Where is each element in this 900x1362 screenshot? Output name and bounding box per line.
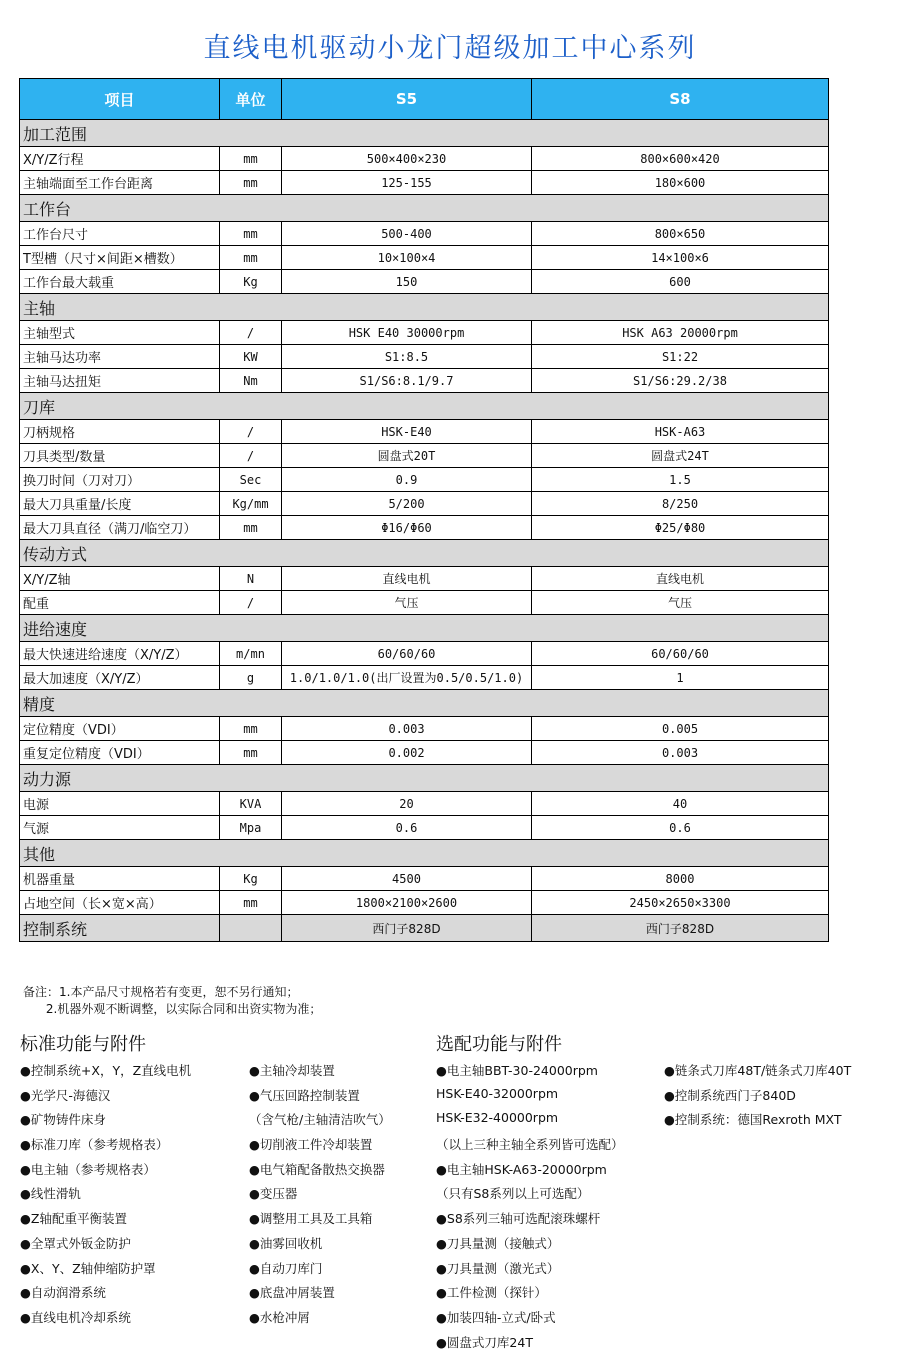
spec-unit: m/mn [220, 642, 282, 666]
spec-s8: 0.005 [532, 717, 829, 741]
spec-s5: 1.0/1.0/1.0(出厂设置为0.5/0.5/1.0) [282, 666, 532, 690]
spec-s8: 800×650 [532, 222, 829, 246]
spec-s5: 气压 [282, 591, 532, 615]
spec-s8: 8/250 [532, 492, 829, 516]
list-item: ●全罩式外钣金防护 [20, 1235, 131, 1251]
spec-s5: Φ16/Φ60 [282, 516, 532, 540]
spec-s5: S1:8.5 [282, 345, 532, 369]
spec-s5: 10×100×4 [282, 246, 532, 270]
header-s8: S8 [532, 79, 829, 120]
list-item: HSK-E32-40000rpm [436, 1110, 559, 1126]
section-title: 精度 [20, 690, 829, 717]
table-row [20, 591, 829, 615]
header-unit: 单位 [220, 79, 282, 120]
table-row [20, 741, 829, 765]
spec-s8: HSK-A63 [532, 420, 829, 444]
table-row [20, 222, 829, 246]
section-title: 其他 [20, 840, 829, 867]
list-item: ●圆盘式刀库24T [436, 1334, 533, 1350]
list-item: ●控制系统：德国Rexroth MXT [664, 1112, 842, 1128]
list-item: ●调整用工具及工具箱 [249, 1211, 373, 1227]
spec-unit: mm [220, 246, 282, 270]
section-title: 动力源 [20, 765, 829, 792]
spec-s8: 180×600 [532, 171, 829, 195]
spec-name: 主轴马达功率 [20, 345, 220, 369]
table-row [20, 270, 829, 294]
list-item: HSK-E40-32000rpm [436, 1085, 559, 1101]
table-row [20, 792, 829, 816]
spec-s8: S1:22 [532, 345, 829, 369]
optional-list-col1 [436, 1061, 624, 1357]
section-row [20, 195, 829, 222]
table-row [20, 666, 829, 690]
section-title: 加工范围 [20, 120, 829, 147]
spec-name: 换刀时间（刀对刀） [20, 468, 220, 492]
spec-s8: 直线电机 [532, 567, 829, 591]
list-item: ●底盘冲屑装置 [249, 1285, 335, 1301]
list-item: ●光学尺-海德汉 [20, 1087, 111, 1103]
list-item: ●刀具量测（接触式） [436, 1235, 560, 1251]
spec-unit: mm [220, 516, 282, 540]
table-row [20, 321, 829, 345]
spec-s8: 0.003 [532, 741, 829, 765]
list-item: ●链条式刀库48T/链条式刀库40T [664, 1063, 852, 1078]
spec-name: X/Y/Z轴 [20, 567, 220, 591]
spec-name: 最大刀具直径（满刀/临空刀） [20, 516, 220, 540]
list-item: （只有S8系列以上可选配） [436, 1186, 590, 1202]
control-s5: 西门子828D [282, 915, 532, 942]
spec-unit: Mpa [220, 816, 282, 840]
table-row [20, 516, 829, 540]
spec-name: 最大加速度（X/Y/Z） [20, 666, 220, 690]
list-item: ●切削液工件冷却装置 [249, 1137, 373, 1153]
optional-heading: 选配功能与附件 [436, 1034, 562, 1055]
list-item: ●控制系统+X，Y，Z直线电机 [20, 1063, 192, 1078]
control-unit [220, 915, 282, 942]
spec-name: 最大快速进给速度（X/Y/Z） [20, 642, 220, 666]
spec-name: X/Y/Z行程 [20, 147, 220, 171]
table-row [20, 369, 829, 393]
list-item: ●加装四轴-立式/卧式 [436, 1309, 556, 1325]
spec-s8: HSK A63 20000rpm [532, 321, 829, 345]
spec-s8: 14×100×6 [532, 246, 829, 270]
spec-s5: 500×400×230 [282, 147, 532, 171]
spec-unit: Kg/mm [220, 492, 282, 516]
spec-s5: S1/S6:8.1/9.7 [282, 369, 532, 393]
section-row [20, 840, 829, 867]
table-row [20, 492, 829, 516]
section-row [20, 540, 829, 567]
spec-name: 气源 [20, 816, 220, 840]
section-title: 刀库 [20, 393, 829, 420]
spec-unit: / [220, 420, 282, 444]
spec-s5: 60/60/60 [282, 642, 532, 666]
spec-name: 电源 [20, 792, 220, 816]
note-line: 备注：1.本产品尺寸规格若有变更，恕不另行通知； [23, 985, 299, 999]
control-s8: 西门子828D [532, 915, 829, 942]
control-row [20, 915, 829, 942]
spec-s5: 1800×2100×2600 [282, 891, 532, 915]
spec-table [19, 78, 829, 942]
spec-s8: 40 [532, 792, 829, 816]
spec-s8: 800×600×420 [532, 147, 829, 171]
spec-s5: 500-400 [282, 222, 532, 246]
table-row [20, 816, 829, 840]
standard-list-col1 [20, 1061, 191, 1333]
list-item: ●S8系列三轴可选配滚珠螺杆 [436, 1211, 601, 1227]
table-row [20, 345, 829, 369]
list-item: ●工件检测（探针） [436, 1285, 547, 1301]
standard-list-col2 [249, 1061, 391, 1333]
spec-s5: HSK-E40 [282, 420, 532, 444]
spec-s8: 2450×2650×3300 [532, 891, 829, 915]
list-item: ●X、Y、Z轴伸缩防护罩 [20, 1260, 156, 1276]
spec-name: 最大刀具重量/长度 [20, 492, 220, 516]
spec-s8: 圆盘式24T [532, 444, 829, 468]
spec-name: 配重 [20, 591, 220, 615]
spec-name: 重复定位精度（VDI） [20, 741, 220, 765]
table-row [20, 420, 829, 444]
table-row [20, 468, 829, 492]
spec-name: 主轴马达扭矩 [20, 369, 220, 393]
spec-name: 主轴端面至工作台距离 [20, 171, 220, 195]
table-row [20, 717, 829, 741]
list-item: ●电主轴（参考规格表） [20, 1161, 156, 1177]
list-item: （含气枪/主轴清洁吹气） [249, 1112, 391, 1128]
table-row [20, 567, 829, 591]
section-row [20, 690, 829, 717]
list-item: ●变压器 [249, 1186, 298, 1202]
spec-name: T型槽（尺寸×间距×槽数） [20, 246, 220, 270]
spec-unit: mm [220, 171, 282, 195]
spec-unit: / [220, 591, 282, 615]
list-item: ●油雾回收机 [249, 1235, 323, 1251]
section-row [20, 393, 829, 420]
spec-name: 工作台最大载重 [20, 270, 220, 294]
section-row [20, 615, 829, 642]
spec-s5: 5/200 [282, 492, 532, 516]
spec-s5: 150 [282, 270, 532, 294]
list-item: ●电气箱配备散热交换器 [249, 1161, 385, 1177]
table-row [20, 867, 829, 891]
note-line: 2.机器外观不断调整，以实际合同和出资实物为准； [23, 1002, 322, 1016]
spec-s8: 8000 [532, 867, 829, 891]
spec-name: 刀柄规格 [20, 420, 220, 444]
list-item: ●自动刀库门 [249, 1260, 323, 1276]
section-row [20, 120, 829, 147]
list-item: ●电主轴BBT-30-24000rpm [436, 1063, 598, 1078]
spec-s8: 气压 [532, 591, 829, 615]
spec-table-body [20, 120, 829, 942]
spec-s5: 0.003 [282, 717, 532, 741]
spec-s8: 600 [532, 270, 829, 294]
table-row [20, 444, 829, 468]
spec-name: 机器重量 [20, 867, 220, 891]
spec-s8: Φ25/Φ80 [532, 516, 829, 540]
list-item: ●水枪冲屑 [249, 1309, 310, 1325]
table-row [20, 246, 829, 270]
list-item: ●气压回路控制装置 [249, 1087, 360, 1103]
table-row [20, 171, 829, 195]
spec-unit: mm [220, 891, 282, 915]
spec-name: 定位精度（VDI） [20, 717, 220, 741]
list-item: ●线性滑轨 [20, 1186, 81, 1202]
list-item: ●Z轴配重平衡装置 [20, 1211, 127, 1227]
spec-unit: g [220, 666, 282, 690]
header-item: 项目 [20, 79, 220, 120]
list-item: ●自动润滑系统 [20, 1285, 106, 1301]
table-row [20, 147, 829, 171]
spec-unit: KVA [220, 792, 282, 816]
spec-s8: 1.5 [532, 468, 829, 492]
spec-s5: 20 [282, 792, 532, 816]
table-row [20, 642, 829, 666]
spec-unit: mm [220, 222, 282, 246]
spec-unit: mm [220, 717, 282, 741]
spec-s8: S1/S6:29.2/38 [532, 369, 829, 393]
spec-s5: 4500 [282, 867, 532, 891]
list-item: ●控制系统西门子840D [664, 1087, 796, 1103]
standard-heading: 标准功能与附件 [20, 1034, 146, 1055]
spec-name: 占地空间（长×宽×高） [20, 891, 220, 915]
spec-unit: / [220, 321, 282, 345]
spec-unit: N [220, 567, 282, 591]
section-title: 工作台 [20, 195, 829, 222]
spec-s5: 直线电机 [282, 567, 532, 591]
spec-s8: 0.6 [532, 816, 829, 840]
spec-s5: 0.9 [282, 468, 532, 492]
spec-s5: 圆盘式20T [282, 444, 532, 468]
spec-s5: 0.002 [282, 741, 532, 765]
spec-unit: Sec [220, 468, 282, 492]
control-name: 控制系统 [20, 915, 220, 942]
spec-unit: Nm [220, 369, 282, 393]
spec-name: 主轴型式 [20, 321, 220, 345]
notes [23, 984, 321, 1018]
list-item: ●刀具量测（激光式） [436, 1260, 560, 1276]
section-title: 主轴 [20, 294, 829, 321]
list-item: （以上三种主轴全系列皆可选配） [436, 1137, 624, 1153]
spec-s8: 1 [532, 666, 829, 690]
spec-unit: / [220, 444, 282, 468]
page-title: 直线电机驱动小龙门超级加工中心系列 [203, 33, 697, 64]
spec-s8: 60/60/60 [532, 642, 829, 666]
table-row [20, 891, 829, 915]
section-title: 进给速度 [20, 615, 829, 642]
spec-s5: HSK E40 30000rpm [282, 321, 532, 345]
section-row [20, 765, 829, 792]
spec-s5: 125-155 [282, 171, 532, 195]
spec-unit: mm [220, 147, 282, 171]
spec-unit: KW [220, 345, 282, 369]
spec-unit: Kg [220, 270, 282, 294]
list-item: ●主轴冷却装置 [249, 1063, 335, 1078]
section-title: 传动方式 [20, 540, 829, 567]
spec-name: 工作台尺寸 [20, 222, 220, 246]
list-item: ●矿物铸件床身 [20, 1112, 106, 1128]
section-row [20, 294, 829, 321]
spec-unit: Kg [220, 867, 282, 891]
list-item: ●直线电机冷却系统 [20, 1309, 131, 1325]
optional-list-col2 [664, 1061, 851, 1135]
spec-name: 刀具类型/数量 [20, 444, 220, 468]
header-s5: S5 [282, 79, 532, 120]
table-header-row [20, 79, 829, 120]
list-item: ●电主轴HSK-A63-20000rpm [436, 1161, 607, 1177]
list-item: ●标准刀库（参考规格表） [20, 1137, 169, 1153]
spec-s5: 0.6 [282, 816, 532, 840]
spec-unit: mm [220, 741, 282, 765]
